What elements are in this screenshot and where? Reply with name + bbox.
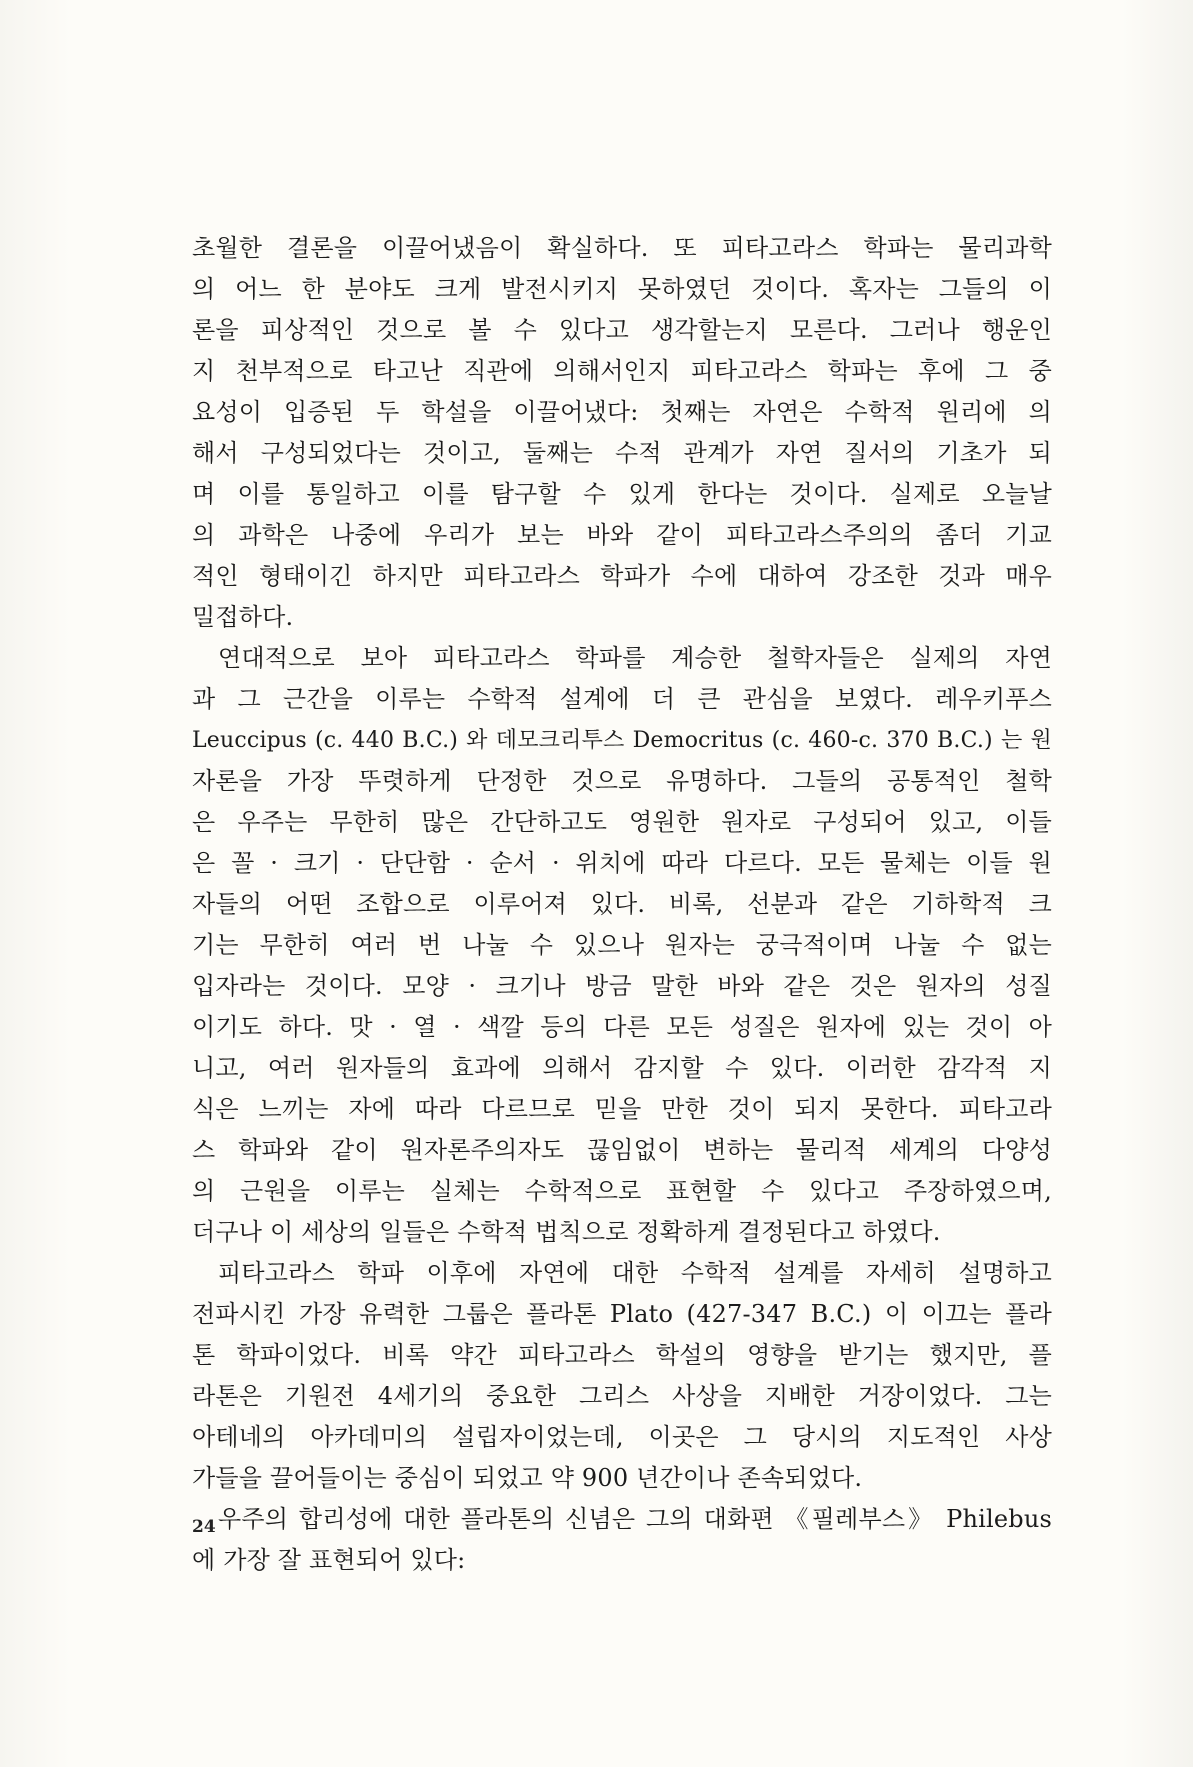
text-line: 의 과학은 나중에 우리가 보는 바와 같이 피타고라스주의의 좀더 기교	[192, 521, 1052, 549]
page-number: 24	[192, 1517, 216, 1537]
text-line: 아테네의 아카데미의 설립자이었는데, 이곳은 그 당시의 지도적인 사상	[192, 1423, 1052, 1451]
body-text	[192, 228, 1052, 1581]
text-line: 스 학파와 같이 원자론주의자도 끊임없이 변하는 물리적 세계의 다양성	[192, 1136, 1052, 1164]
text-line: 식은 느끼는 자에 따라 다르므로 믿을 만한 것이 되지 못한다. 피타고라	[192, 1095, 1052, 1123]
text-line: 은 꼴 · 크기 · 단단함 · 순서 · 위치에 따라 다르다. 모든 물체는 이들 원	[192, 849, 1052, 877]
text-line: 요성이 입증된 두 학설을 이끌어냈다: 첫째는 자연은 수학적 원리에 의	[192, 398, 1052, 426]
text-line: 이기도 하다. 맛 · 열 · 색깔 등의 다른 모든 성질은 원자에 있는 것이 아	[192, 1013, 1052, 1041]
text-line: 연대적으로 보아 피타고라스 학파를 계승한 철학자들은 실제의 자연	[218, 644, 1052, 672]
text-line: 은 우주는 무한히 많은 간단하고도 영원한 원자로 구성되어 있고, 이들	[192, 808, 1052, 836]
text-line: 의 어느 한 분야도 크게 발전시키지 못하였던 것이다. 혹자는 그들의 이	[192, 275, 1052, 303]
text-line: 지 천부적으로 타고난 직관에 의해서인지 피타고라스 학파는 후에 그 중	[192, 357, 1052, 385]
text-line: Leuccipus (c. 440 B.C.) 와 데모크리투스 Democritus (c. 460-c. 370 B.C.) 는 원	[192, 728, 1052, 753]
text-line: 에 가장 잘 표현되어 있다:	[192, 1546, 466, 1574]
text-line: 해서 구성되었다는 것이고, 둘째는 수적 관계가 자연 질서의 기초가 되	[192, 439, 1052, 467]
text-line: 가들을 끌어들이는 중심이 되었고 약 900 년간이나 존속되었다.	[192, 1464, 863, 1492]
text-line: 더구나 이 세상의 일들은 수학적 법칙으로 정확하게 결정된다고 하였다.	[192, 1218, 941, 1246]
text-line: 라톤은 기원전 4세기의 중요한 그리스 사상을 지배한 거장이었다. 그는	[192, 1382, 1052, 1410]
text-line: 입자라는 것이다. 모양 · 크기나 방금 말한 바와 같은 것은 원자의 성질	[192, 972, 1052, 1000]
text-line: 자들의 어떤 조합으로 이루어져 있다. 비록, 선분과 같은 기하학적 크	[192, 890, 1052, 918]
text-line: 론을 피상적인 것으로 볼 수 있다고 생각할는지 모른다. 그러나 행운인	[192, 316, 1052, 344]
text-line: 초월한 결론을 이끌어냈음이 확실하다. 또 피타고라스 학파는 물리과학	[192, 234, 1052, 262]
text-line: 밀접하다.	[192, 603, 294, 631]
text-line: 피타고라스 학파 이후에 자연에 대한 수학적 설계를 자세히 설명하고	[218, 1259, 1052, 1287]
text-line: 기는 무한히 여러 번 나눌 수 있으나 원자는 궁극적이며 나눌 수 없는	[192, 931, 1052, 959]
text-line: 과 그 근간을 이루는 수학적 설계에 더 큰 관심을 보였다. 레우키푸스	[192, 685, 1052, 713]
text-line: 톤 학파이었다. 비록 약간 피타고라스 학설의 영향을 받기는 했지만, 플	[192, 1341, 1052, 1369]
text-line: 자론을 가장 뚜렷하게 단정한 것으로 유명하다. 그들의 공통적인 철학	[192, 767, 1052, 795]
text-line: 며 이를 통일하고 이를 탐구할 수 있게 한다는 것이다. 실제로 오늘날	[192, 480, 1052, 508]
text-line: 의 근원을 이루는 실체는 수학적으로 표현할 수 있다고 주장하였으며,	[192, 1177, 1052, 1205]
text-line: 적인 형태이긴 하지만 피타고라스 학파가 수에 대하여 강조한 것과 매우	[192, 562, 1052, 590]
text-line: 니고, 여러 원자들의 효과에 의해서 감지할 수 있다. 이러한 감각적 지	[192, 1054, 1052, 1082]
text-line: 우주의 합리성에 대한 플라톤의 신념은 그의 대화편 《필레부스》 Philebus	[218, 1505, 1052, 1533]
text-line: 전파시킨 가장 유력한 그룹은 플라톤 Plato (427-347 B.C.) 이 이끄는 플라	[192, 1300, 1052, 1328]
